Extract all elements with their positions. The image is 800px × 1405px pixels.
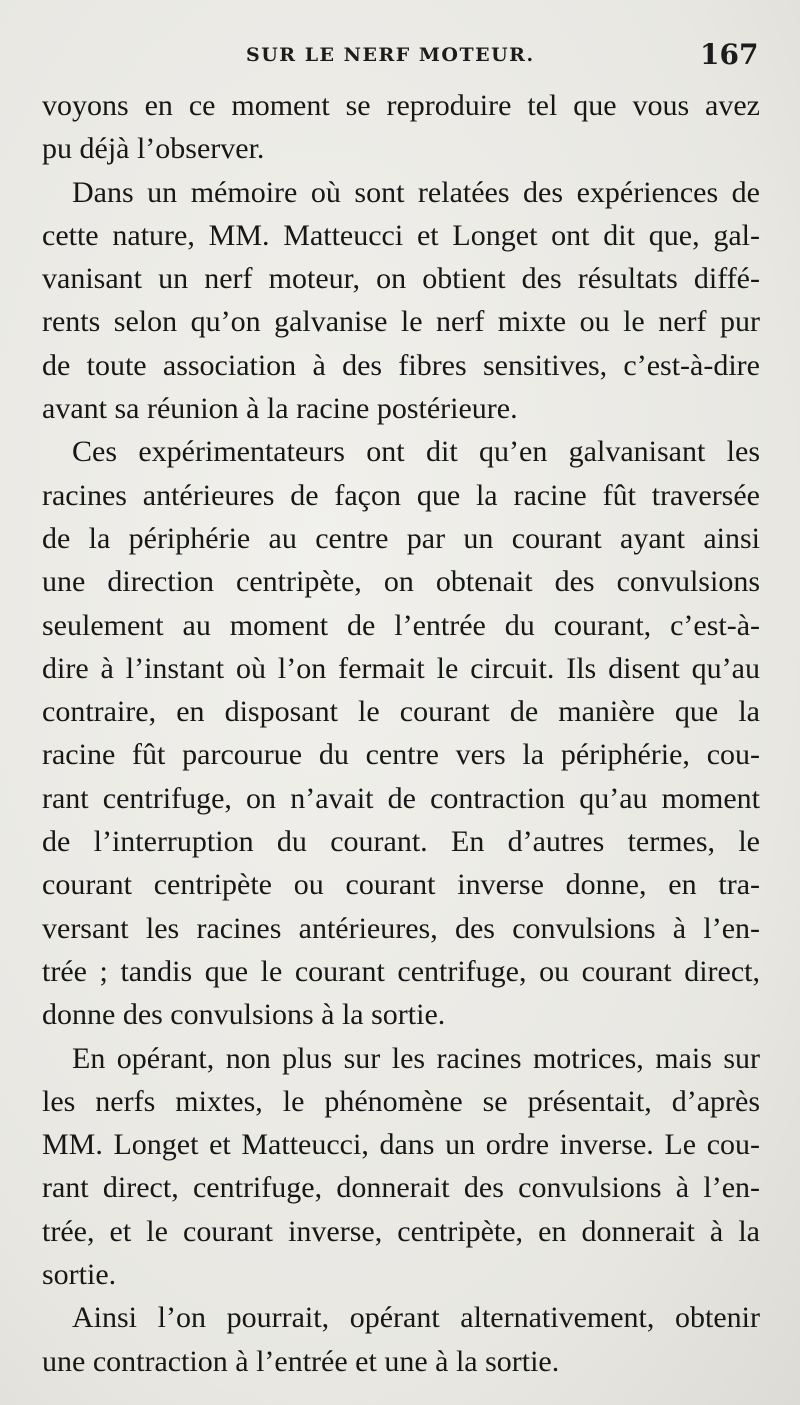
text-line: de toute association à des fibres sensitives, c’est-à-dire [42,348,760,382]
text-line: trée, et le courant inverse, centripète, en donnerait à la [42,1214,760,1248]
text-line: rant centrifuge, on n’avait de contraction qu’au moment [42,781,760,815]
text-line: seulement au moment de l’entrée du courant, c’est-à- [42,608,760,642]
running-title: SUR LE NERF MOTEUR. [246,44,535,66]
text-line: courant centripète ou courant inverse donne, en tra- [42,868,760,902]
text-line: avant sa réunion à la racine postérieure. [42,392,518,426]
text-line: trée ; tandis que le courant centrifuge, ou courant direct, [42,954,760,988]
page-header [0,38,800,74]
text-line: de l’interruption du courant. En d’autres termes, le [42,825,760,859]
text-line: vanisant un nerf moteur, on obtient des résultats diffé- [42,262,760,296]
paragraph [42,1296,760,1383]
text-line: En opérant, non plus sur les racines motrices, mais sur [72,1041,760,1075]
body-text [42,84,760,1383]
page-number: 167 [700,38,759,71]
text-line: racine fût parcourue du centre vers la périphérie, cou- [42,738,760,772]
text-line: dire à l’instant où l’on fermait le circuit. Ils disent qu’au [42,651,760,685]
text-line: rant direct, centrifuge, donnerait des convulsions à l’en- [42,1171,760,1205]
text-line: racines antérieures de façon que la racine fût traversée [42,478,760,512]
text-line: de la périphérie au centre par un courant ayant ainsi [42,521,760,555]
text-line: les nerfs mixtes, le phénomène se présentait, d’après [42,1084,760,1118]
text-line: contraire, en disposant le courant de manière que la [42,695,760,729]
paragraph [42,84,760,171]
text-line: sortie. [42,1258,117,1292]
text-line: donne des convulsions à la sortie. [42,998,446,1032]
paragraph [42,430,760,1036]
text-line: cette nature, MM. Matteucci et Longet ont dit que, gal- [42,218,760,252]
text-line: versant les racines antérieures, des convulsions à l’en- [42,911,760,945]
text-line: MM. Longet et Matteucci, dans un ordre inverse. Le cou- [42,1128,760,1162]
text-line: Ainsi l’on pourrait, opérant alternativement, obtenir [72,1301,760,1335]
text-line: voyons en ce moment se reproduire tel que vous avez [42,89,760,122]
text-line: Ces expérimentateurs ont dit qu’en galvanisant les [72,435,760,469]
paragraph [42,171,760,431]
paragraph [42,1037,760,1297]
text-line: rents selon qu’on galvanise le nerf mixte ou le nerf pur [42,305,760,339]
text-line: une contraction à l’entrée et une à la sortie. [42,1344,560,1378]
text-line: une direction centripète, on obtenait des convulsions [42,565,760,599]
text-line: Dans un mémoire où sont relatées des expériences de [72,175,760,209]
text-line: pu déjà l’observer. [42,132,265,166]
